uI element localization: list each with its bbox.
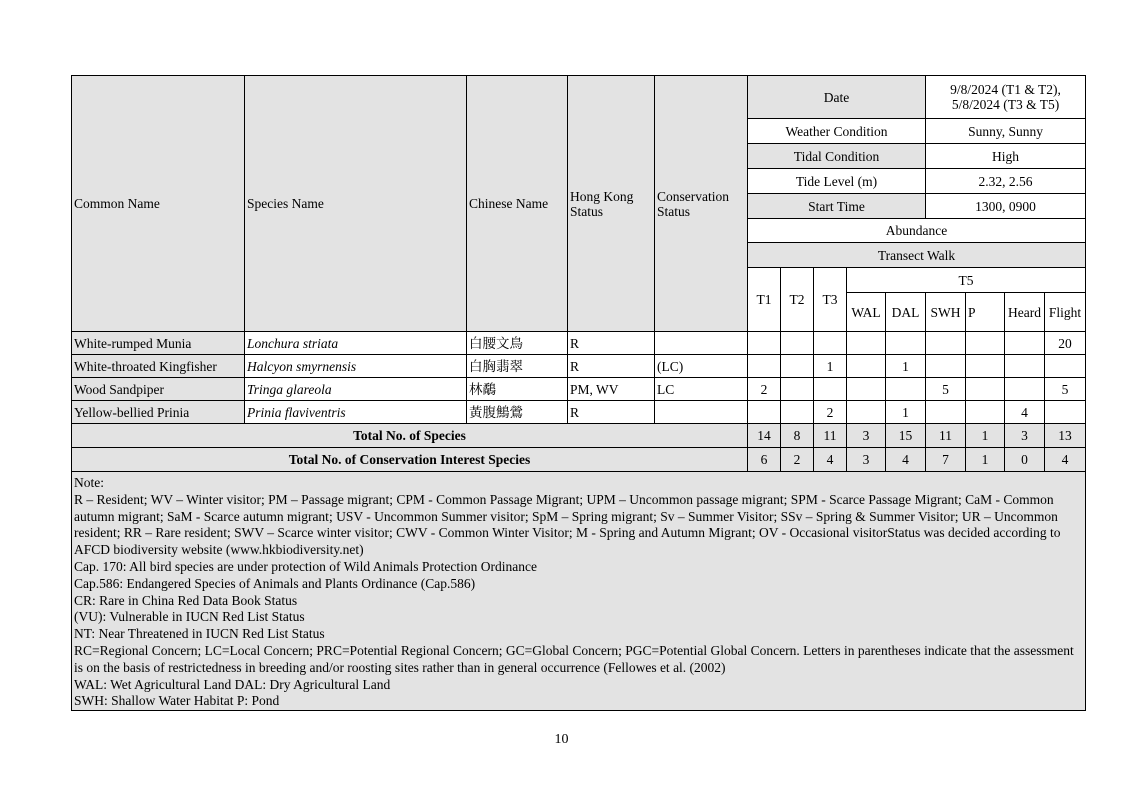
note-line: (VU): Vulnerable in IUCN Red List Status [74,609,305,625]
abundance-cell [781,378,814,401]
abundance-cell [886,332,926,355]
col-swh: SWH [926,293,966,332]
abundance-cell [748,355,781,378]
notes-block [72,472,1086,711]
header-common-name: Common Name [72,76,245,332]
abundance-label: Abundance [748,219,1086,243]
date-label: Date [748,76,926,119]
col-heard: Heard [1005,293,1045,332]
col-t2: T2 [781,268,814,332]
species-row [72,378,1086,401]
note-line: Cap. 170: All bird species are under protection of Wild Animals Protection Ordinance [74,558,537,574]
abundance-cell [847,378,886,401]
total-ci-value: 1 [966,448,1005,472]
note-line: Note: [74,475,104,490]
total-ci-label: Total No. of Conservation Interest Species [72,448,748,472]
col-t5: T5 [847,268,1086,293]
common-name-cell: Wood Sandpiper [72,378,245,401]
conservation-status-cell: (LC) [655,355,748,378]
abundance-cell [966,332,1005,355]
chinese-name-cell: 黃腹鷦鶯 [467,401,568,424]
abundance-cell [781,332,814,355]
weather-value: Sunny, Sunny [926,119,1086,144]
abundance-cell [926,332,966,355]
total-ci-value: 0 [1005,448,1045,472]
chinese-name-cell: 白胸翡翠 [467,355,568,378]
header-hk-status: Hong Kong Status [568,76,655,332]
species-name-cell: Halcyon smyrnensis [245,355,467,378]
abundance-cell [926,355,966,378]
abundance-cell [1005,355,1045,378]
abundance-cell [748,401,781,424]
total-species-value: 11 [814,424,847,448]
total-species-value: 8 [781,424,814,448]
species-row [72,332,1086,355]
abundance-cell [847,332,886,355]
tide-level-label: Tide Level (m) [748,169,926,194]
note-line: NT: Near Threatened in IUCN Red List Status [74,626,325,642]
total-ci-value: 4 [886,448,926,472]
note-line: Cap.586: Endangered Species of Animals and Plants Ordinance (Cap.586) [74,575,476,591]
abundance-cell: 5 [1045,378,1086,401]
hk-status-cell: R [568,332,655,355]
conservation-status-cell [655,401,748,424]
abundance-cell: 1 [814,355,847,378]
start-time-value: 1300, 0900 [926,194,1086,219]
date-value: 9/8/2024 (T1 & T2), 5/8/2024 (T3 & T5) [926,76,1086,119]
abundance-cell [847,355,886,378]
page-number: 10 [554,732,569,747]
note-line: SWH: Shallow Water Habitat P: Pond [74,693,280,709]
total-species-value: 3 [847,424,886,448]
total-ci-value: 6 [748,448,781,472]
note-line: CR: Rare in China Red Data Book Status [74,592,298,608]
abundance-cell: 4 [1005,401,1045,424]
header-conservation-status: Conservation Status [655,76,748,332]
conservation-status-cell [655,332,748,355]
header-species-name: Species Name [245,76,467,332]
species-name-cell: Tringa glareola [245,378,467,401]
common-name-cell: White-throated Kingfisher [72,355,245,378]
chinese-name-cell: 林鷸 [467,378,568,401]
abundance-cell [781,355,814,378]
total-species-value: 3 [1005,424,1045,448]
abundance-cell: 20 [1045,332,1086,355]
abundance-cell [1045,401,1086,424]
abundance-cell [1005,378,1045,401]
abundance-cell [814,378,847,401]
species-row [72,355,1086,378]
col-flight: Flight [1045,293,1086,332]
species-row [72,401,1086,424]
total-ci-value: 4 [1045,448,1086,472]
col-dal: DAL [886,293,926,332]
abundance-cell [966,378,1005,401]
total-ci-value: 4 [814,448,847,472]
abundance-cell [966,355,1005,378]
hk-status-cell: PM, WV [568,378,655,401]
total-species-value: 14 [748,424,781,448]
start-time-label: Start Time [748,194,926,219]
abundance-cell: 5 [926,378,966,401]
note-line: RC=Regional Concern; LC=Local Concern; PRC=Potential Regional Concern; GC=Global Concern; PGC=Potential Global Concern. Letters in parentheses indicate that the assessment is on the basis of restrictedness in breeding and/or roosting sites rather than in general occurrence (Fellowes et al. (2002) [74,642,1074,675]
total-species-label: Total No. of Species [72,424,748,448]
total-ci-value: 2 [781,448,814,472]
col-p: P [966,293,1005,332]
col-t3: T3 [814,268,847,332]
chinese-name-cell: 白腰文鳥 [467,332,568,355]
abundance-cell [1045,355,1086,378]
total-species-value: 13 [1045,424,1086,448]
tide-level-value: 2.32, 2.56 [926,169,1086,194]
total-species-value: 11 [926,424,966,448]
header-chinese-name: Chinese Name [467,76,568,332]
col-wal: WAL [847,293,886,332]
abundance-cell [886,378,926,401]
abundance-cell [966,401,1005,424]
hk-status-cell: R [568,401,655,424]
abundance-cell: 2 [814,401,847,424]
col-t1: T1 [748,268,781,332]
abundance-cell [748,332,781,355]
abundance-cell: 1 [886,401,926,424]
hk-status-cell: R [568,355,655,378]
species-name-cell: Lonchura striata [245,332,467,355]
species-name-cell: Prinia flaviventris [245,401,467,424]
weather-label: Weather Condition [748,119,926,144]
abundance-cell: 2 [748,378,781,401]
tidal-label: Tidal Condition [748,144,926,169]
common-name-cell: Yellow-bellied Prinia [72,401,245,424]
total-species-value: 1 [966,424,1005,448]
note-line: R – Resident; WV – Winter visitor; PM – Passage migrant; CPM - Common Passage Migrant; UPM – Uncommon passage migrant; SPM - Scarce Passage Migrant; CaM - Common autumn migrant; SaM - Scarce autumn migrant; USV - Uncommon Summer visitor; SpM – Spring migrant; Sv – Summer Visitor; SSv – Spring & Summer Visitor; UR – Uncommon resident; RR – Rare resident; SWV – Scarce winter visitor; CWV - Common Winter Visitor; M - Spring and Autumn Migrant; OV - Occasional visitorStatus was decided according to AFCD biodiversity website (www.hkbiodiversity.net) [74,491,1061,558]
abundance-cell [926,401,966,424]
bird-survey-table [71,75,1086,711]
abundance-cell: 1 [886,355,926,378]
note-line: WAL: Wet Agricultural Land DAL: Dry Agricultural Land [74,676,391,692]
transect-walk-label: Transect Walk [748,243,1086,268]
abundance-cell [1005,332,1045,355]
total-ci-value: 7 [926,448,966,472]
conservation-status-cell: LC [655,378,748,401]
common-name-cell: White-rumped Munia [72,332,245,355]
abundance-cell [814,332,847,355]
total-ci-value: 3 [847,448,886,472]
abundance-cell [781,401,814,424]
abundance-cell [847,401,886,424]
total-species-value: 15 [886,424,926,448]
tidal-value: High [926,144,1086,169]
